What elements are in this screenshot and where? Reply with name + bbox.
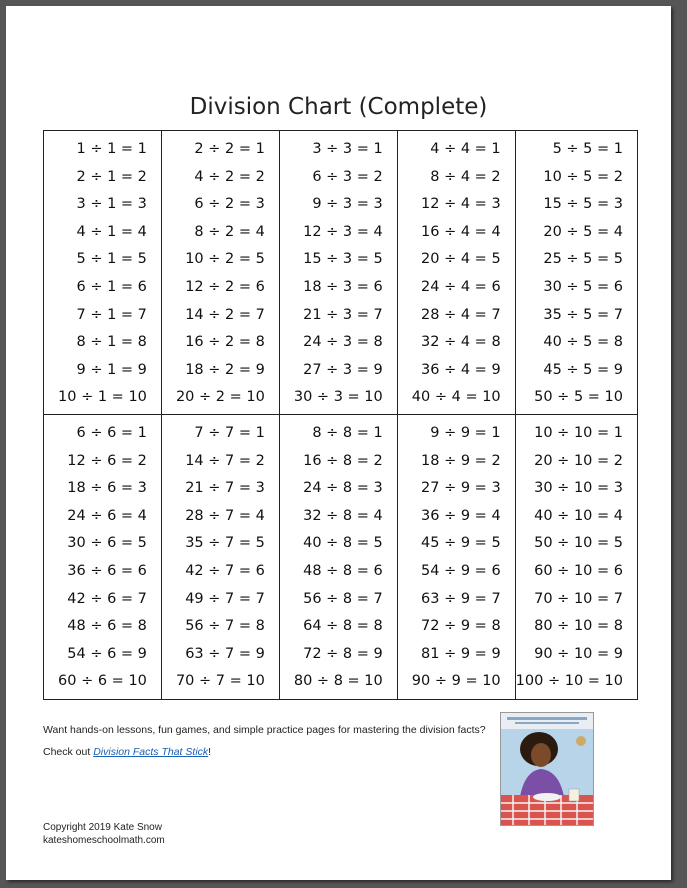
division-fact: 36 ÷ 9 = 4 — [421, 507, 501, 524]
division-fact: 8 ÷ 8 = 1 — [312, 425, 383, 441]
division-fact: 10 ÷ 2 = 5 — [185, 251, 265, 268]
division-fact: 20 ÷ 4 = 5 — [421, 251, 501, 268]
promo-text — [43, 724, 486, 768]
division-fact: 35 ÷ 7 = 5 — [185, 535, 265, 552]
division-fact: 64 ÷ 8 = 8 — [303, 618, 383, 635]
division-fact: 8 ÷ 2 = 4 — [194, 223, 265, 240]
book-cover-image[interactable] — [500, 712, 594, 826]
division-fact: 24 ÷ 4 = 6 — [421, 278, 501, 295]
division-fact: 3 ÷ 3 = 1 — [312, 141, 383, 157]
division-fact: 16 ÷ 2 = 8 — [185, 334, 265, 351]
division-fact: 60 ÷ 10 = 6 — [534, 562, 623, 579]
division-chart — [43, 130, 638, 700]
division-fact: 72 ÷ 8 = 9 — [303, 645, 383, 662]
division-fact: 6 ÷ 2 = 3 — [194, 196, 265, 213]
division-fact: 4 ÷ 4 = 1 — [430, 141, 501, 157]
division-fact: 16 ÷ 8 = 2 — [303, 452, 383, 469]
divisor-block-6 — [44, 415, 162, 699]
division-fact: 9 ÷ 9 = 1 — [430, 425, 501, 441]
division-fact: 40 ÷ 4 = 10 — [411, 389, 501, 406]
division-fact: 70 ÷ 10 = 7 — [534, 590, 623, 607]
division-fact: 24 ÷ 6 = 4 — [67, 507, 147, 524]
division-fact: 80 ÷ 10 = 8 — [534, 618, 623, 635]
divisor-block-2 — [162, 131, 280, 415]
division-fact: 90 ÷ 9 = 10 — [411, 673, 501, 690]
division-fact: 18 ÷ 3 = 6 — [303, 278, 383, 295]
division-fact: 48 ÷ 6 = 8 — [67, 618, 147, 635]
website-line: kateshomeschoolmath.com — [43, 835, 165, 846]
copyright-line: Copyright 2019 Kate Snow — [43, 822, 162, 833]
division-fact: 40 ÷ 5 = 8 — [543, 334, 623, 351]
division-fact: 6 ÷ 3 = 2 — [312, 168, 383, 185]
divisor-block-5 — [516, 131, 637, 415]
division-fact: 30 ÷ 6 = 5 — [67, 535, 147, 552]
division-fact: 100 ÷ 10 = 10 — [515, 673, 623, 690]
divisor-block-8 — [280, 415, 398, 699]
division-fact: 63 ÷ 7 = 9 — [185, 645, 265, 662]
division-fact: 42 ÷ 6 = 7 — [67, 590, 147, 607]
cover-jar — [569, 789, 579, 801]
division-fact: 20 ÷ 2 = 10 — [175, 389, 265, 406]
division-fact: 18 ÷ 9 = 2 — [421, 452, 501, 469]
division-fact: 2 ÷ 1 = 2 — [76, 168, 147, 185]
division-fact: 70 ÷ 7 = 10 — [175, 673, 265, 690]
division-fact: 35 ÷ 5 = 7 — [543, 306, 623, 323]
division-fact: 3 ÷ 1 = 3 — [76, 196, 147, 213]
promo-prefix: Check out — [43, 746, 94, 758]
division-fact: 15 ÷ 5 = 3 — [543, 196, 623, 213]
division-fact: 18 ÷ 2 = 9 — [185, 361, 265, 378]
division-fact: 20 ÷ 10 = 2 — [534, 452, 623, 469]
division-fact: 45 ÷ 9 = 5 — [421, 535, 501, 552]
division-fact: 10 ÷ 10 = 1 — [534, 425, 623, 441]
division-fact: 50 ÷ 5 = 10 — [534, 389, 623, 406]
division-fact: 40 ÷ 8 = 5 — [303, 535, 383, 552]
division-fact: 72 ÷ 9 = 8 — [421, 618, 501, 635]
division-fact: 24 ÷ 8 = 3 — [303, 480, 383, 497]
division-fact: 32 ÷ 8 = 4 — [303, 507, 383, 524]
division-fact: 16 ÷ 4 = 4 — [421, 223, 501, 240]
cover-subtitle-mark — [515, 722, 579, 724]
division-facts-link[interactable]: Division Facts That Stick — [93, 746, 209, 758]
divisor-block-3 — [280, 131, 398, 415]
division-fact: 10 ÷ 1 = 10 — [58, 389, 147, 406]
division-fact: 27 ÷ 9 = 3 — [421, 480, 501, 497]
division-fact: 12 ÷ 2 = 6 — [185, 278, 265, 295]
division-fact: 60 ÷ 6 = 10 — [58, 673, 147, 690]
division-fact: 2 ÷ 2 = 1 — [194, 141, 265, 157]
division-fact: 9 ÷ 3 = 3 — [312, 196, 383, 213]
division-fact: 21 ÷ 7 = 3 — [185, 480, 265, 497]
copyright-block — [43, 821, 165, 847]
division-fact: 54 ÷ 6 = 9 — [67, 645, 147, 662]
division-fact: 1 ÷ 1 = 1 — [76, 141, 147, 157]
division-fact: 12 ÷ 4 = 3 — [421, 196, 501, 213]
division-fact: 81 ÷ 9 = 9 — [421, 645, 501, 662]
division-fact: 14 ÷ 7 = 2 — [185, 452, 265, 469]
division-fact: 7 ÷ 1 = 7 — [76, 306, 147, 323]
book-cover-illustration — [501, 713, 593, 825]
division-fact: 15 ÷ 3 = 5 — [303, 251, 383, 268]
cover-face — [531, 743, 551, 767]
cover-title-mark — [507, 717, 587, 720]
cover-honey-pot — [576, 736, 586, 746]
division-fact: 10 ÷ 5 = 2 — [543, 168, 623, 185]
promo-cta — [43, 746, 486, 758]
division-fact: 48 ÷ 8 = 6 — [303, 562, 383, 579]
division-fact: 5 ÷ 5 = 1 — [552, 141, 623, 157]
division-fact: 27 ÷ 3 = 9 — [303, 361, 383, 378]
division-fact: 4 ÷ 1 = 4 — [76, 223, 147, 240]
division-fact: 8 ÷ 4 = 2 — [430, 168, 501, 185]
promo-line: Want hands-on lessons, fun games, and simple practice pages for mastering the division facts? — [43, 724, 486, 736]
division-fact: 32 ÷ 4 = 8 — [421, 334, 501, 351]
division-fact: 42 ÷ 7 = 6 — [185, 562, 265, 579]
division-fact: 25 ÷ 5 = 5 — [543, 251, 623, 268]
division-fact: 40 ÷ 10 = 4 — [534, 507, 623, 524]
division-fact: 6 ÷ 1 = 6 — [76, 278, 147, 295]
divisor-block-7 — [162, 415, 280, 699]
division-fact: 54 ÷ 9 = 6 — [421, 562, 501, 579]
division-fact: 80 ÷ 8 = 10 — [293, 673, 383, 690]
division-fact: 14 ÷ 2 = 7 — [185, 306, 265, 323]
division-fact: 63 ÷ 9 = 7 — [421, 590, 501, 607]
division-fact: 4 ÷ 2 = 2 — [194, 168, 265, 185]
division-fact: 50 ÷ 10 = 5 — [534, 535, 623, 552]
division-fact: 30 ÷ 10 = 3 — [534, 480, 623, 497]
cover-title-band — [501, 713, 593, 729]
cover-bowl — [533, 793, 561, 801]
division-fact: 56 ÷ 8 = 7 — [303, 590, 383, 607]
divisor-block-9 — [398, 415, 516, 699]
division-fact: 12 ÷ 6 = 2 — [67, 452, 147, 469]
divisor-block-4 — [398, 131, 516, 415]
page-title: Division Chart (Complete) — [189, 94, 488, 120]
divisor-block-10 — [516, 415, 637, 699]
division-fact: 28 ÷ 7 = 4 — [185, 507, 265, 524]
division-fact: 6 ÷ 6 = 1 — [76, 425, 147, 441]
division-fact: 36 ÷ 4 = 9 — [421, 361, 501, 378]
division-fact: 5 ÷ 1 = 5 — [76, 251, 147, 268]
divisor-block-1 — [44, 131, 162, 415]
division-fact: 28 ÷ 4 = 7 — [421, 306, 501, 323]
division-fact: 56 ÷ 7 = 8 — [185, 618, 265, 635]
division-fact: 36 ÷ 6 = 6 — [67, 562, 147, 579]
division-fact: 7 ÷ 7 = 1 — [194, 425, 265, 441]
division-fact: 45 ÷ 5 = 9 — [543, 361, 623, 378]
division-fact: 24 ÷ 3 = 8 — [303, 334, 383, 351]
division-fact: 30 ÷ 5 = 6 — [543, 278, 623, 295]
division-fact: 21 ÷ 3 = 7 — [303, 306, 383, 323]
promo-suffix: ! — [208, 746, 212, 758]
division-fact: 18 ÷ 6 = 3 — [67, 480, 147, 497]
division-fact: 12 ÷ 3 = 4 — [303, 223, 383, 240]
document-page — [6, 6, 671, 880]
division-fact: 20 ÷ 5 = 4 — [543, 223, 623, 240]
division-fact: 9 ÷ 1 = 9 — [76, 361, 147, 378]
division-fact: 49 ÷ 7 = 7 — [185, 590, 265, 607]
division-fact: 90 ÷ 10 = 9 — [534, 645, 623, 662]
division-fact: 30 ÷ 3 = 10 — [293, 389, 383, 406]
division-fact: 8 ÷ 1 = 8 — [76, 334, 147, 351]
